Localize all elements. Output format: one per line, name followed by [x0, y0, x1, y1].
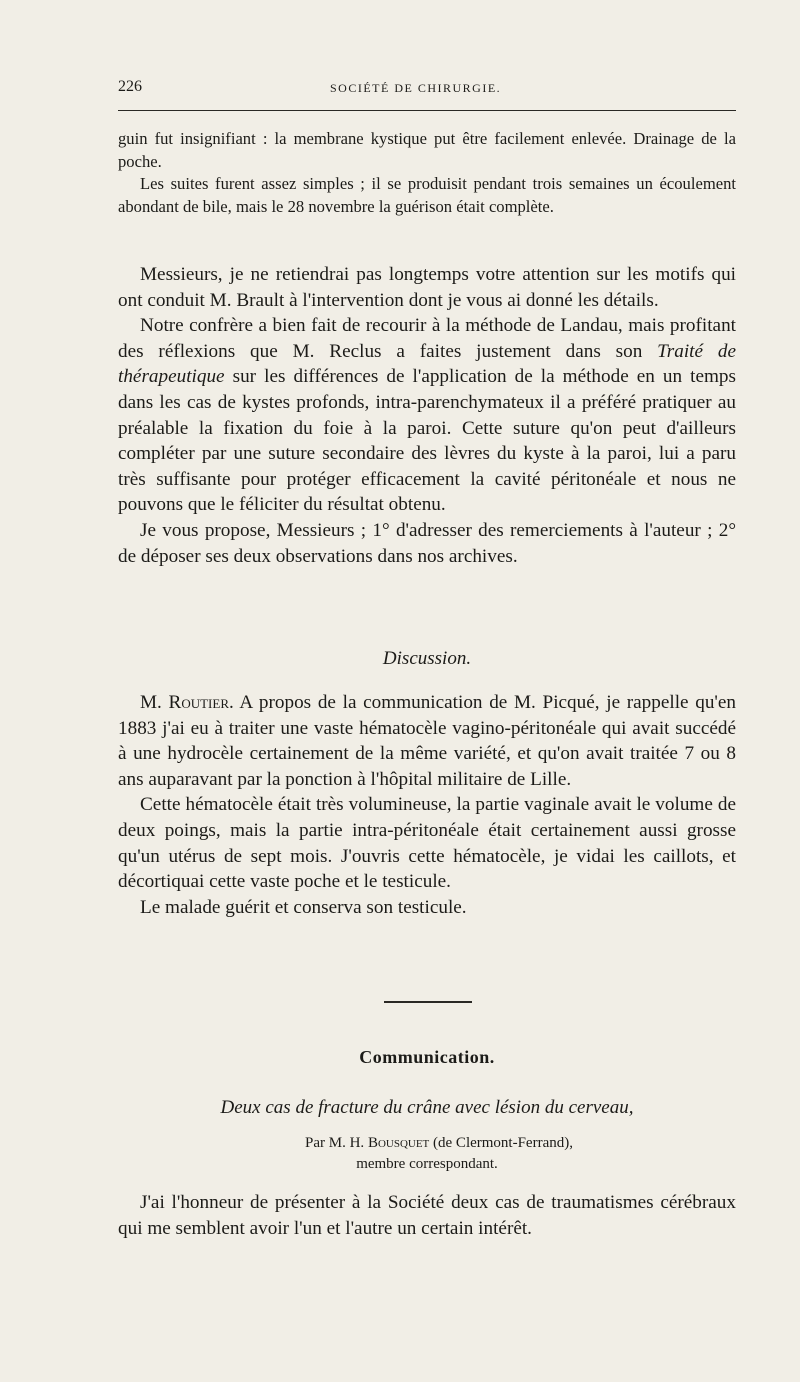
running-head: SOCIÉTÉ DE CHIRURGIE.: [330, 81, 502, 95]
communication-paragraph: J'ai l'honneur de présenter à la Société deux cas de traumatismes cérébraux qui me semblent avoir l'un et l'autre un certain intérêt.: [118, 1192, 736, 1239]
author-name: Bousquet: [367, 1135, 430, 1151]
speaker-prefix: M.: [140, 692, 169, 713]
report-text-span: sur les différences de l'application de la méthode en un temps dans les cas de kystes profonds, intra-parenchymateux il a préféré pratiquer au préalable la fixation du foie à la paroi. Cette suture qu'on peut d'ailleurs compléter par une suture secondaire des lèvres du kyste à la paroi, lui a paru très suffisante pour protéger efficacement la cavité péritonéale et nous ne pouvons que le féliciter du résultat obtenu.: [118, 366, 736, 516]
speaker-name: Routier.: [168, 692, 234, 713]
article-title: Deux cas de fracture du crâne avec lésion du cerveau,: [220, 1097, 634, 1118]
byline-suffix: (de Clermont-Ferrand),: [429, 1135, 573, 1151]
section-divider: [384, 1001, 472, 1003]
report-paragraph: Je vous propose, Messieurs ; 1° d'adresser des remerciements à l'auteur ; 2° de déposer ses deux observations dans nos archives.: [118, 519, 736, 567]
discussion-paragraph: Cette hématocèle était très volumineuse, la partie vaginale avait le volume de deux poings, mais la partie intra-péritonéale était certainement aussi grosse qu'un utérus de sept mois. J'ouvris cette hématocèle, je vidai les caillots, et décortiquai cette vaste poche et le testicule.: [118, 794, 736, 893]
book-title: Traité de thérapeutique: [118, 340, 736, 388]
report-paragraph: [118, 313, 736, 518]
byline: [118, 1133, 736, 1175]
communication-text: [118, 1190, 736, 1241]
byline-author-line: [118, 1133, 736, 1154]
byline-role: membre correspondant.: [356, 1156, 498, 1172]
observation-paragraph: Les suites furent assez simples ; il se produisit pendant trois semaines un écoulement abondant de bile, mais le 28 novembre la guérison était complète.: [118, 174, 736, 216]
document-page: [118, 0, 736, 1382]
observation-paragraph: guin fut insignifiant : la membrane kystique put être facilement enlevée. Drainage de la poche.: [118, 129, 736, 171]
header-rule: [118, 110, 736, 111]
report-text-span: Notre confrère a bien fait de recourir à la méthode de Landau, mais profitant des réflexions que M. Reclus a faites justement dans son: [118, 315, 736, 362]
report-paragraph: Messieurs, je ne retiendrai pas longtemps votre attention sur les motifs qui ont conduit M. Brault à l'intervention dont je vous ai donné les détails.: [118, 264, 736, 311]
page-header: [118, 78, 736, 98]
report-text: [118, 262, 736, 569]
discussion-text-span: A propos de la communication de M. Picqué, je rappelle qu'en 1883 j'ai eu à traiter une vaste hématocèle vagino-péritonéale qui avait succédé à une hydrocèle certainement de la même variété, et qu'on avait traitée 7 ou 8 ans auparavant par la ponction à l'hôpital militaire de Lille.: [118, 692, 736, 790]
byline-prefix: Par M. H.: [305, 1135, 368, 1151]
communication-heading: Communication.: [359, 1047, 495, 1067]
discussion-paragraph: [118, 690, 736, 792]
discussion-text: [118, 690, 736, 920]
discussion-paragraph: Le malade guérit et conserva son testicule.: [140, 896, 467, 918]
page-number: 226: [118, 78, 142, 95]
observation-end: [118, 128, 736, 218]
discussion-title: Discussion.: [382, 648, 472, 669]
